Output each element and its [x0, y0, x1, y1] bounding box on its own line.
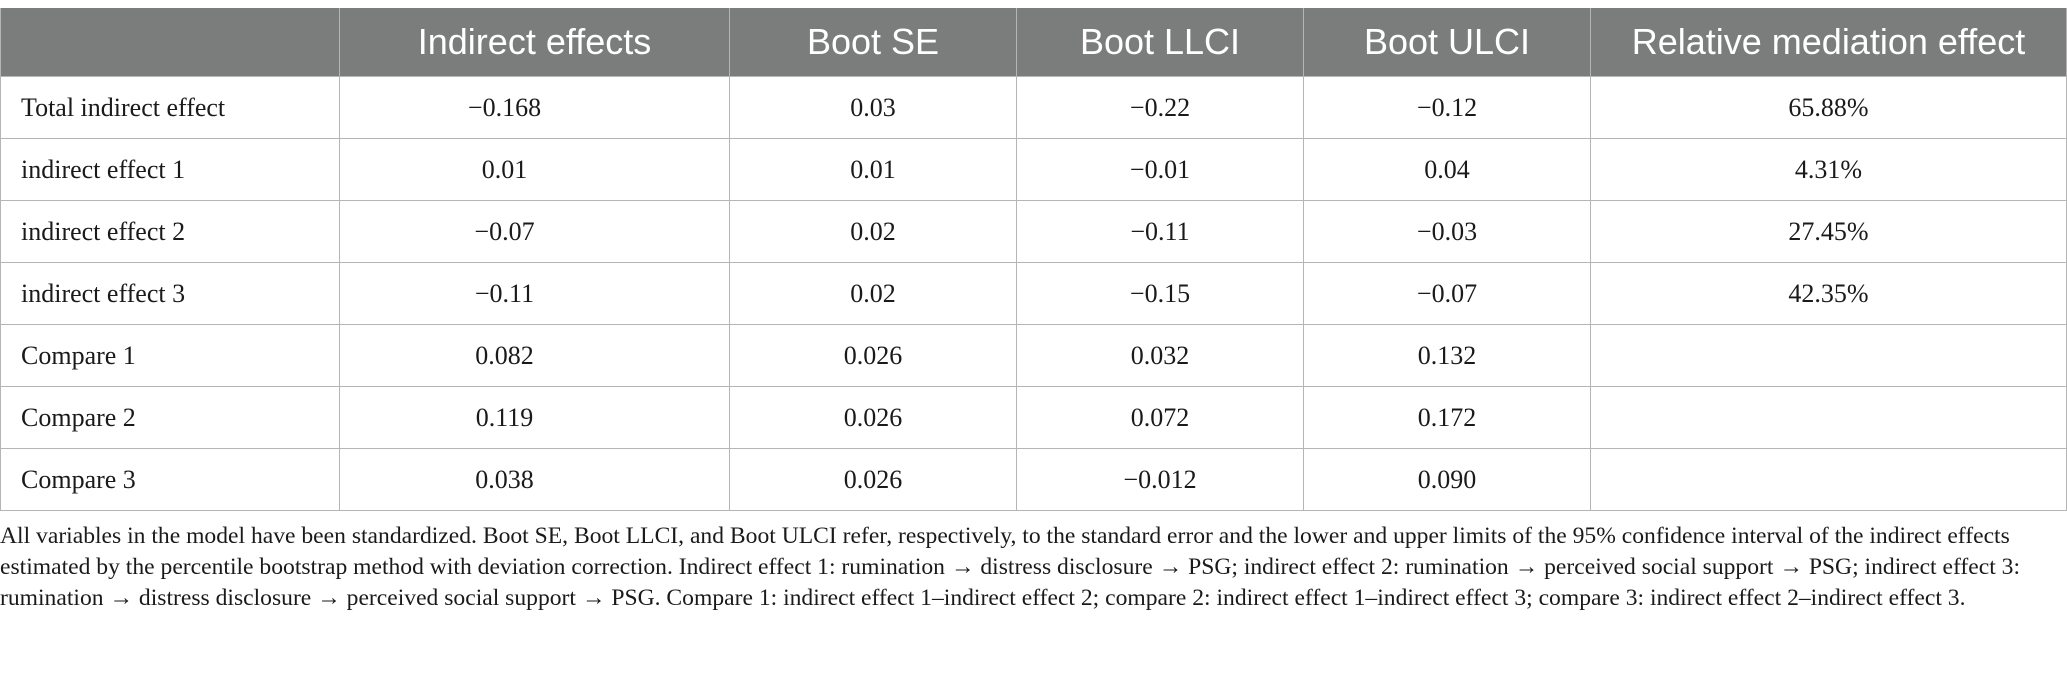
cell-boot-se: 0.03 — [730, 77, 1017, 139]
row-label: Compare 2 — [1, 387, 340, 449]
cell-boot-ulci: −0.07 — [1304, 263, 1591, 325]
cell-boot-llci: 0.072 — [1017, 387, 1304, 449]
cell-indirect-effect: 0.119 — [340, 387, 730, 449]
cell-boot-ulci: −0.12 — [1304, 77, 1591, 139]
cell-boot-se: 0.026 — [730, 387, 1017, 449]
table-footnote: All variables in the model have been standardized. Boot SE, Boot LLCI, and Boot ULCI refer, respectively, to the standard error and the lower and upper limits of the 95% confidence interval of the indirect effects estimated by the percentile bootstrap method with deviation correction. Indirect effect 1: rumination → distress disclosure → PSG; indirect effect 2: rumination → perceived social support → PSG; indirect effect 3: rumination → distress disclosure → perceived social support → PSG. Compare 1: indirect effect 1–indirect effect 2; compare 2: indirect effect 1–indirect effect 3; compare 3: indirect effect 2–indirect effect 3. — [0, 523, 2021, 611]
row-label: Total indirect effect — [1, 77, 340, 139]
cell-boot-se: 0.026 — [730, 449, 1017, 511]
table-row — [1, 139, 2067, 201]
cell-boot-llci: −0.22 — [1017, 77, 1304, 139]
cell-boot-se: 0.026 — [730, 325, 1017, 387]
cell-indirect-effect: 0.082 — [340, 325, 730, 387]
table-row — [1, 263, 2067, 325]
cell-boot-se: 0.02 — [730, 263, 1017, 325]
cell-boot-llci: 0.032 — [1017, 325, 1304, 387]
cell-boot-llci: −0.15 — [1017, 263, 1304, 325]
header-boot-ulci: Boot ULCI — [1304, 8, 1591, 77]
header-indirect-effects: Indirect effects — [340, 8, 730, 77]
cell-boot-ulci: 0.172 — [1304, 387, 1591, 449]
results-table-container — [0, 8, 2066, 511]
cell-indirect-effect: 0.038 — [340, 449, 730, 511]
row-label: indirect effect 1 — [1, 139, 340, 201]
row-label: indirect effect 2 — [1, 201, 340, 263]
cell-relative-effect: 4.31% — [1591, 139, 2067, 201]
cell-boot-ulci: −0.03 — [1304, 201, 1591, 263]
cell-boot-ulci: 0.090 — [1304, 449, 1591, 511]
table-header-row — [1, 8, 2067, 77]
cell-boot-se: 0.01 — [730, 139, 1017, 201]
row-label: Compare 3 — [1, 449, 340, 511]
cell-indirect-effect: −0.07 — [340, 201, 730, 263]
cell-relative-effect: 27.45% — [1591, 201, 2067, 263]
table-row — [1, 77, 2067, 139]
table-row — [1, 201, 2067, 263]
cell-indirect-effect: −0.11 — [340, 263, 730, 325]
row-label: indirect effect 3 — [1, 263, 340, 325]
cell-relative-effect — [1591, 325, 2067, 387]
cell-boot-ulci: 0.132 — [1304, 325, 1591, 387]
cell-relative-effect: 65.88% — [1591, 77, 2067, 139]
cell-relative-effect — [1591, 387, 2067, 449]
cell-boot-ulci: 0.04 — [1304, 139, 1591, 201]
cell-relative-effect — [1591, 449, 2067, 511]
mediation-results-table — [0, 8, 2067, 511]
cell-boot-se: 0.02 — [730, 201, 1017, 263]
row-label: Compare 1 — [1, 325, 340, 387]
cell-relative-effect: 42.35% — [1591, 263, 2067, 325]
table-row — [1, 449, 2067, 511]
cell-indirect-effect: −0.168 — [340, 77, 730, 139]
table-row — [1, 387, 2067, 449]
header-boot-se: Boot SE — [730, 8, 1017, 77]
header-relative-mediation-effect: Relative mediation effect — [1591, 8, 2067, 77]
cell-indirect-effect: 0.01 — [340, 139, 730, 201]
cell-boot-llci: −0.11 — [1017, 201, 1304, 263]
cell-boot-llci: −0.01 — [1017, 139, 1304, 201]
table-row — [1, 325, 2067, 387]
cell-boot-llci: −0.012 — [1017, 449, 1304, 511]
header-row-label — [1, 8, 340, 77]
header-boot-llci: Boot LLCI — [1017, 8, 1304, 77]
